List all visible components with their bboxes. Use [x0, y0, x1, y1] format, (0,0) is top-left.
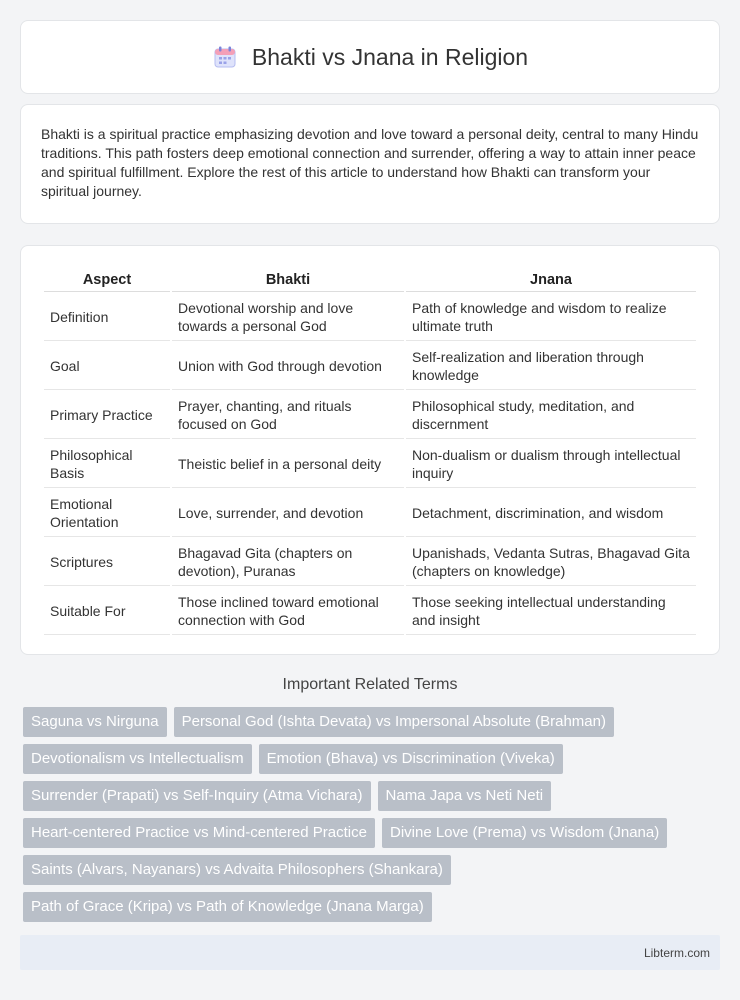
table-cell: Self-realization and liberation through knowledge [406, 343, 696, 390]
related-term-tag[interactable]: Saints (Alvars, Nayanars) vs Advaita Philosophers (Shankara) [23, 855, 451, 885]
table-row [44, 441, 696, 488]
table-cell: Definition [44, 294, 170, 341]
table-cell: Non-dualism or dualism through intellectual inquiry [406, 441, 696, 488]
intro-text: Bhakti is a spiritual practice emphasizing devotion and love toward a personal deity, central to many Hindu traditions. This path fosters deep emotional connection and surrender, offering a way to attain inner peace and spiritual fulfillment. Explore the rest of this article to understand how Bhakti can transform your spiritual journey. [41, 126, 699, 199]
related-term-tag[interactable]: Surrender (Prapati) vs Self-Inquiry (Atma Vichara) [23, 781, 371, 811]
table-row [44, 392, 696, 439]
table-cell: Philosophical study, meditation, and discernment [406, 392, 696, 439]
table-cell: Upanishads, Vedanta Sutras, Bhagavad Gita (chapters on knowledge) [406, 539, 696, 586]
calendar-icon [212, 44, 238, 70]
intro-card [20, 104, 720, 224]
header-card [20, 20, 720, 94]
table-row [44, 490, 696, 537]
related-terms-list [22, 707, 722, 929]
footer-site-link[interactable]: Libterm.com [643, 945, 710, 960]
table-cell: Devotional worship and love towards a personal God [172, 294, 404, 341]
related-term-tag[interactable]: Saguna vs Nirguna [23, 707, 167, 737]
related-terms-title: Important Related Terms [282, 676, 458, 693]
table-cell: Theistic belief in a personal deity [172, 441, 404, 488]
page-title: Bhakti vs Jnana in Religion [251, 43, 529, 70]
table-cell: Detachment, discrimination, and wisdom [406, 490, 696, 537]
related-term-tag[interactable]: Path of Grace (Kripa) vs Path of Knowledge (Jnana Marga) [23, 892, 432, 922]
footer [20, 935, 720, 970]
column-header-bhakti: Bhakti [172, 268, 404, 292]
table-row [44, 294, 696, 341]
table-cell: Love, surrender, and devotion [172, 490, 404, 537]
table-row [44, 539, 696, 586]
related-term-tag[interactable]: Nama Japa vs Neti Neti [378, 781, 552, 811]
table-cell: Those inclined toward emotional connection with God [172, 588, 404, 635]
column-header-jnana: Jnana [406, 268, 696, 292]
table-header-row [44, 268, 696, 292]
table-row [44, 343, 696, 390]
table-cell: Goal [44, 343, 170, 390]
table-cell: Primary Practice [44, 392, 170, 439]
related-term-tag[interactable]: Personal God (Ishta Devata) vs Impersonal Absolute (Brahman) [174, 707, 614, 737]
related-term-tag[interactable]: Devotionalism vs Intellectualism [23, 744, 252, 774]
related-term-tag[interactable]: Emotion (Bhava) vs Discrimination (Viveka) [259, 744, 563, 774]
table-cell: Emotional Orientation [44, 490, 170, 537]
related-term-tag[interactable]: Divine Love (Prema) vs Wisdom (Jnana) [382, 818, 667, 848]
table-cell: Scriptures [44, 539, 170, 586]
table-cell: Bhagavad Gita (chapters on devotion), Puranas [172, 539, 404, 586]
table-cell: Philosophical Basis [44, 441, 170, 488]
table-cell: Suitable For [44, 588, 170, 635]
table-cell: Those seeking intellectual understanding and insight [406, 588, 696, 635]
column-header-aspect: Aspect [44, 268, 170, 292]
table-cell: Union with God through devotion [172, 343, 404, 390]
comparison-table-card [20, 245, 720, 655]
table-cell: Path of knowledge and wisdom to realize ultimate truth [406, 294, 696, 341]
comparison-table [42, 266, 698, 637]
related-term-tag[interactable]: Heart-centered Practice vs Mind-centered Practice [23, 818, 375, 848]
table-cell: Prayer, chanting, and rituals focused on God [172, 392, 404, 439]
table-row [44, 588, 696, 635]
